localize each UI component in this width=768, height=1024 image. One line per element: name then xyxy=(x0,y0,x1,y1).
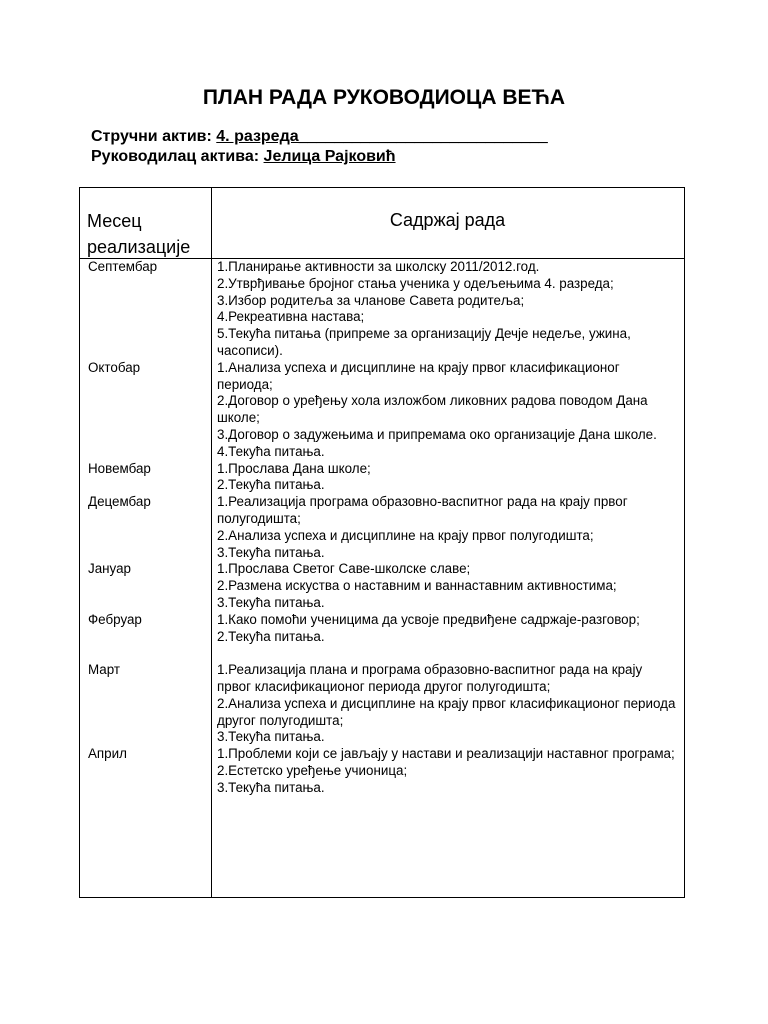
content-item: 1.Реализација плана и програма образовно-васпитног рада на крају првог класификационог периода другог полугодишта; xyxy=(217,662,643,694)
table-row xyxy=(80,494,684,561)
blank-line xyxy=(80,645,684,662)
content-item: 4.Текућа питања. xyxy=(217,443,325,459)
document-title: ПЛАН РАДА РУКОВОДИОЦА ВЕЋА xyxy=(202,86,566,109)
content-item: 2.Текућа питања. xyxy=(217,628,325,644)
content-item: 2.Анализа успеха и дисциплине на крају првог класификационог периода другог полугодишта; xyxy=(217,695,676,728)
content-item: 3.Договор о задужењима и припремама око организације Дана школе. xyxy=(217,426,657,442)
content-item: 1.Анализа успеха и дисциплине на крају првог класификационог периода; xyxy=(217,359,620,392)
content-cell xyxy=(211,662,684,746)
month-cell: Октобар xyxy=(88,359,141,375)
leader-label: Руководилац актива: xyxy=(91,148,264,165)
content-cell xyxy=(211,561,684,611)
table-body xyxy=(80,259,684,897)
content-cell xyxy=(211,360,684,461)
content-item: 3.Избор родитеља за чланове Савета родитеља; xyxy=(217,292,525,308)
table-row xyxy=(80,360,684,461)
month-cell: Март xyxy=(88,662,121,678)
content-item: 3.Текућа питања. xyxy=(217,729,325,745)
content-cell xyxy=(211,461,684,495)
content-item: 3.Текућа питања. xyxy=(217,779,325,795)
leader-value: Јелица Рајковић xyxy=(263,148,396,165)
content-item: 5.Текућа питања (припреме за организацију Дечје недеље, ужина, часописи). xyxy=(217,326,631,358)
table-row xyxy=(80,612,684,646)
content-cell xyxy=(211,494,684,561)
content-item: 1.Реализација програма образовно-васпитног рада на крају првог полугодишта; xyxy=(217,494,628,526)
aktiv-line xyxy=(91,128,548,146)
aktiv-label: Стручни актив: xyxy=(91,128,217,145)
content-item: 2.Естетско уређење учионица; xyxy=(217,762,408,778)
month-cell: Фебруар xyxy=(88,611,142,627)
plan-table xyxy=(79,187,685,898)
content-cell xyxy=(211,746,684,796)
table-row xyxy=(80,662,684,746)
content-item: 4.Рекреативна настава; xyxy=(217,309,365,325)
content-item: 1.Планирање активности за школску 2011/2012.год. xyxy=(217,259,540,274)
content-cell xyxy=(211,259,684,360)
content-item: 2.Анализа успеха и дисциплине на крају првог полугодишта; xyxy=(217,527,594,543)
header-month-line2: реализације xyxy=(87,237,191,257)
aktiv-value: 4. разреда____________________________ xyxy=(216,128,548,145)
table-row xyxy=(80,259,684,360)
table-row xyxy=(80,746,684,796)
leader-line xyxy=(91,148,396,166)
content-item: 1.Како помоћи ученицима да усвоје предвиђене садржаје-разговор; xyxy=(217,611,640,627)
header-month xyxy=(87,208,190,260)
content-cell xyxy=(211,612,684,646)
content-item: 3.Текућа питања. xyxy=(217,544,325,560)
table-row xyxy=(80,461,684,495)
table-row xyxy=(80,561,684,611)
header-content: Садржај рада xyxy=(389,210,506,230)
content-item: 1.Проблеми који се јављају у настави и реализацији наставног програма; xyxy=(217,746,675,762)
content-item: 2.Утврђивање бројног стања ученика у одељењима 4. разреда; xyxy=(217,275,614,291)
month-cell: Новембар xyxy=(88,460,151,476)
content-item: 3.Текућа питања. xyxy=(217,594,325,610)
content-item: 1.Прослава Светог Саве-школске славе; xyxy=(217,561,471,577)
content-item: 2.Договор о уређењу хола изложбом ликовних радова поводом Дана школе; xyxy=(217,393,648,426)
header-month-line1: Месец xyxy=(87,211,142,231)
content-item: 2.Размена искуства о наставним и ваннаставним активностима; xyxy=(217,578,617,594)
content-item: 2.Текућа питања. xyxy=(217,477,325,493)
month-cell: Септембар xyxy=(88,259,158,274)
content-item: 1.Прослава Дана школе; xyxy=(217,460,371,476)
month-cell: Јануар xyxy=(88,561,131,577)
month-cell: Децембар xyxy=(88,494,151,510)
month-cell: Април xyxy=(88,746,127,762)
